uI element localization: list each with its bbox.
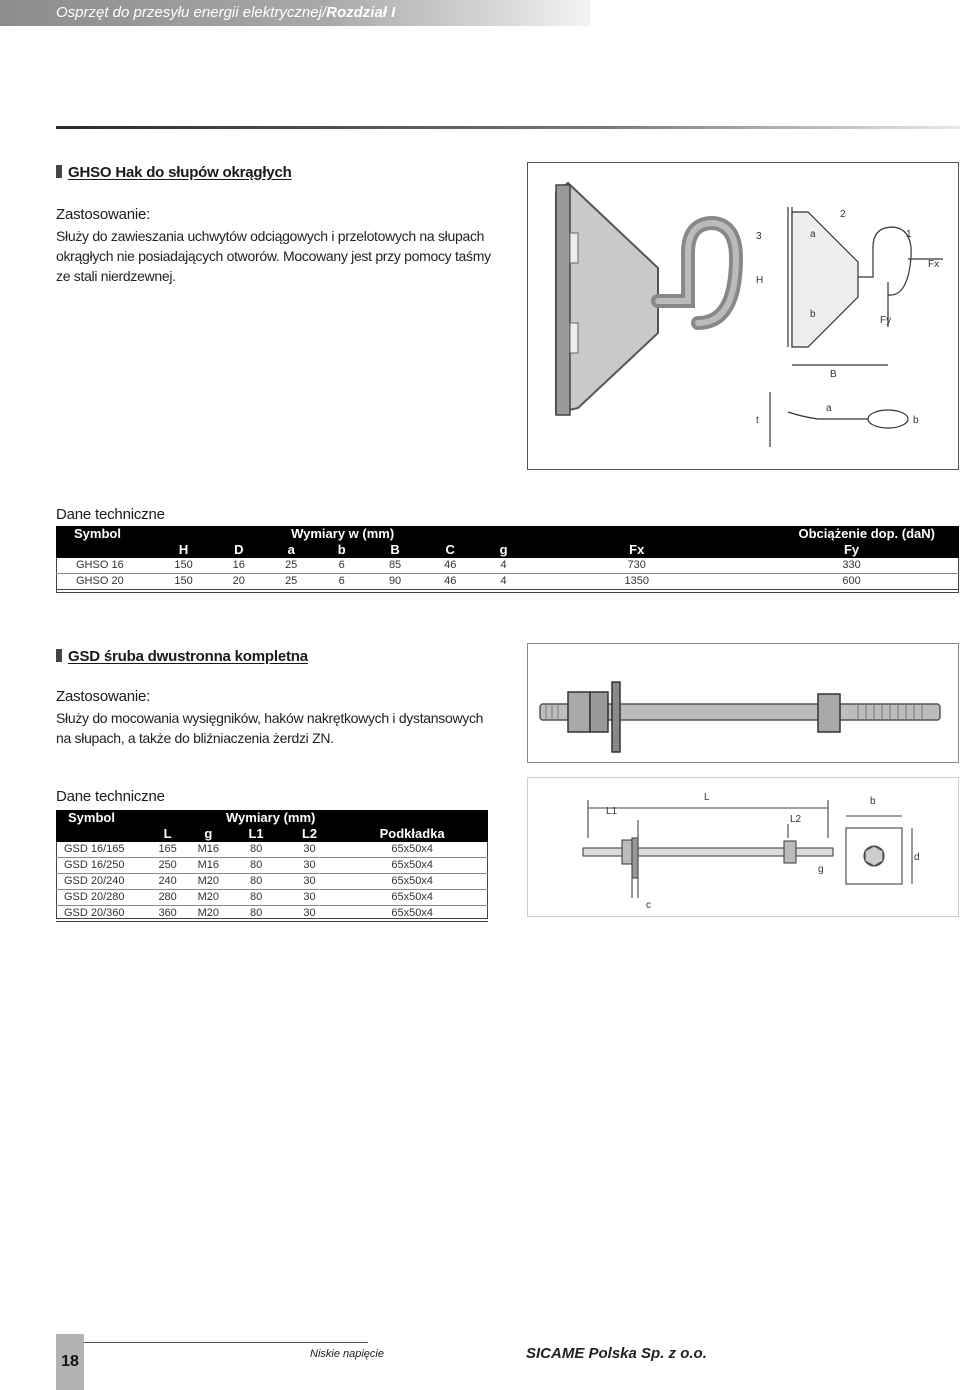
- table-row: [56, 558, 959, 574]
- header-bar: [0, 0, 590, 26]
- table-cell: GSD 20/240: [64, 875, 125, 887]
- table-cell: 240: [158, 875, 177, 887]
- table-cell: 330: [842, 559, 861, 571]
- drawing-label-a2: a: [826, 403, 832, 414]
- section-marker: [56, 165, 62, 178]
- gsd-head-symbol: Symbol: [68, 810, 115, 825]
- gsd-col-L1: L1: [248, 826, 264, 841]
- table-cell: 250: [158, 859, 177, 871]
- gsd-table: [56, 810, 488, 922]
- drawing-label-fx: Fx: [928, 259, 940, 270]
- ghso-table-head-top: [56, 526, 959, 542]
- table-cell: M20: [197, 875, 219, 887]
- table-cell: 90: [388, 575, 402, 587]
- ghso-heading: [56, 164, 292, 181]
- gsd-bolt-photo: [528, 644, 958, 762]
- drawing-label-h: H: [756, 275, 764, 286]
- gsd-col-washer: Podkładka: [379, 826, 445, 841]
- table-cell: 85: [388, 559, 402, 571]
- gsd-table-head-cols: [56, 826, 488, 842]
- gsd-heading-text: GSD śruba dwustronna kompletna: [68, 648, 308, 665]
- drawing-label-L2: L2: [790, 814, 802, 825]
- ghso-col-D: D: [234, 542, 244, 557]
- gsd-application-label: Zastosowanie:: [56, 688, 151, 705]
- gsd-col-L: L: [163, 826, 172, 841]
- ghso-application-label: Zastosowanie:: [56, 206, 151, 223]
- table-row: [56, 842, 488, 858]
- footer-section: Niskie napięcie: [310, 1348, 384, 1360]
- ghso-technical-drawing: [748, 187, 953, 457]
- gsd-drawing-frame: [527, 777, 959, 917]
- drawing-label-B: B: [830, 369, 837, 380]
- gsd-heading: [56, 648, 308, 665]
- table-cell: 80: [249, 843, 263, 855]
- table-cell: 30: [303, 843, 316, 855]
- ghso-application-text: [56, 226, 491, 286]
- table-cell: 30: [303, 859, 316, 871]
- ghso-head-load: Obciążenie dop. (daN): [798, 526, 935, 541]
- table-cell: 46: [444, 575, 457, 587]
- table-row: [56, 890, 488, 906]
- table-cell: 80: [249, 859, 263, 871]
- drawing-label-L1: L1: [606, 806, 618, 817]
- gsd-technical-drawing: [528, 778, 958, 916]
- drawing-label-t: t: [756, 415, 759, 426]
- gsd-col-g: g: [204, 826, 213, 841]
- table-cell: 730: [627, 559, 646, 571]
- top-rule: [56, 126, 960, 129]
- table-cell: 80: [249, 875, 263, 887]
- drawing-label-d: d: [914, 852, 920, 863]
- footer-rule: [84, 1342, 368, 1343]
- table-row: [56, 874, 488, 890]
- gsd-col-L2: L2: [301, 826, 318, 841]
- ghso-col-a: a: [287, 542, 295, 557]
- table-cell: 30: [303, 907, 316, 919]
- table-cell: 25: [285, 559, 298, 571]
- ghso-head-dims: Wymiary w (mm): [291, 526, 395, 541]
- table-cell: 150: [174, 575, 193, 587]
- table-row: [56, 858, 488, 874]
- ghso-heading-text: GHSO Hak do słupów okrągłych: [68, 164, 292, 181]
- page-number: 18: [56, 1334, 84, 1390]
- table-cell: M16: [197, 859, 219, 871]
- table-cell: 4: [500, 559, 507, 571]
- ghso-figure: [527, 162, 959, 470]
- table-cell: M20: [197, 891, 219, 903]
- table-cell: 80: [249, 891, 263, 903]
- table-cell: 65x50x4: [391, 907, 433, 919]
- drawing-label-b: b: [870, 796, 876, 807]
- ghso-table-head-cols: [56, 542, 959, 558]
- drawing-label-1: 1: [906, 229, 912, 240]
- table-cell: 16: [232, 559, 245, 571]
- table-cell: 4: [500, 575, 507, 587]
- drawing-label-fy: Fy: [880, 315, 892, 326]
- drawing-label-g: g: [818, 864, 824, 875]
- table-cell: GSD 16/165: [64, 843, 125, 855]
- table-cell: GSD 16/250: [64, 859, 125, 871]
- gsd-application-text: [56, 708, 483, 748]
- drawing-label-L: L: [704, 792, 710, 803]
- table-cell: GHSO 20: [76, 575, 124, 587]
- gsd-application-line: na słupach, a także do bliźniaczenia żerdzi ZN.: [56, 730, 334, 746]
- table-cell: M20: [197, 907, 219, 919]
- drawing-label-b: b: [810, 309, 816, 320]
- ghso-head-symbol: Symbol: [74, 526, 121, 541]
- table-cell: 20: [232, 575, 245, 587]
- ghso-application-line: ze stali nierdzewnej.: [56, 268, 176, 284]
- table-cell: GHSO 16: [76, 559, 124, 571]
- ghso-col-H: H: [178, 542, 189, 557]
- ghso-application-line: okrągłych nie posiadających otworów. Mocowany jest przy pomocy taśmy: [56, 248, 491, 264]
- ghso-table: [56, 526, 959, 590]
- table-cell: 25: [285, 575, 298, 587]
- table-cell: 80: [249, 907, 263, 919]
- table-cell: 6: [338, 559, 345, 571]
- table-cell: 600: [842, 575, 861, 587]
- ghso-col-b: b: [337, 542, 346, 557]
- drawing-label-c: c: [646, 900, 651, 911]
- header-title-section: Rozdział I: [326, 4, 396, 21]
- ghso-col-g: g: [499, 542, 508, 557]
- table-row: [56, 574, 959, 590]
- drawing-label-a: a: [810, 229, 816, 240]
- table-cell: 30: [303, 891, 316, 903]
- table-cell: 1350: [624, 575, 649, 587]
- section-marker: [56, 649, 62, 662]
- gsd-tech-label: Dane techniczne: [56, 788, 165, 805]
- table-cell: 165: [158, 843, 177, 855]
- table-cell: M16: [197, 843, 219, 855]
- table-cell: 6: [338, 575, 345, 587]
- table-cell: 30: [303, 875, 316, 887]
- gsd-head-dims: Wymiary (mm): [226, 810, 316, 825]
- footer-company: SICAME Polska Sp. z o.o.: [526, 1345, 707, 1362]
- gsd-table-head-top: [56, 810, 488, 826]
- ghso-col-Fy: Fy: [843, 542, 860, 557]
- table-cell: GSD 20/360: [64, 907, 125, 919]
- table-cell: 65x50x4: [391, 891, 433, 903]
- table-cell: 150: [174, 559, 193, 571]
- gsd-photo-frame: [527, 643, 959, 763]
- table-cell: 65x50x4: [391, 875, 433, 887]
- drawing-label-2: 2: [840, 209, 846, 220]
- drawing-label-b2: b: [913, 415, 919, 426]
- gsd-application-line: Służy do mocowania wysięgników, haków nakrętkowych i dystansowych: [56, 710, 484, 726]
- ghso-tech-label: Dane techniczne: [56, 506, 165, 523]
- ghso-col-C: C: [445, 542, 455, 557]
- ghso-hook-photo: [538, 173, 748, 423]
- drawing-label-3: 3: [756, 231, 762, 242]
- table-cell: 280: [158, 891, 177, 903]
- table-cell: GSD 20/280: [64, 891, 125, 903]
- table-cell: 65x50x4: [391, 859, 433, 871]
- table-cell: 46: [444, 559, 457, 571]
- ghso-application-line: Służy do zawieszania uchwytów odciągowych i przelotowych na słupach: [56, 228, 485, 244]
- ghso-col-Fx: Fx: [629, 542, 645, 557]
- table-cell: 65x50x4: [391, 843, 433, 855]
- table-cell: 360: [158, 907, 177, 919]
- ghso-col-B: B: [390, 542, 400, 557]
- header-title-prefix: Osprzęt do przesyłu energii elektrycznej/: [56, 4, 327, 21]
- table-row: [56, 906, 488, 922]
